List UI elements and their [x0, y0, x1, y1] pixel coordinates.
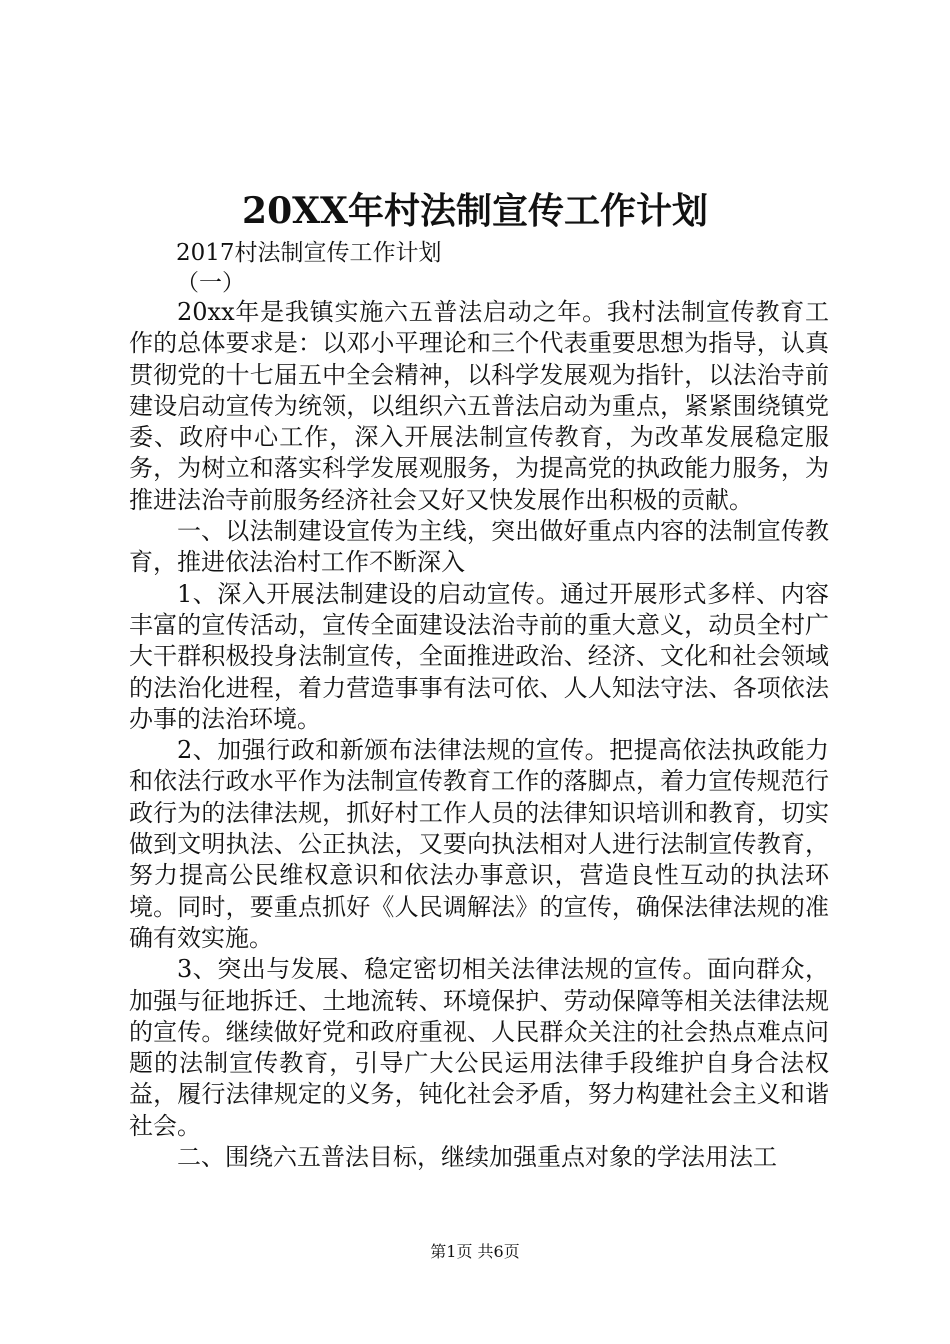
paragraph-item-1: 1、深入开展法制建设的启动宣传。通过开展形式多样、内容丰富的宣传活动，宣传全面建设法治寺前的重大意义，动员全村广大干群积极投身法制宣传，全面推进政治、经济、文化和社会领域的法治化进程，着力营造事事有法可依、人人知法守法、各项依法办事的法治环境。 [129, 579, 829, 733]
document-body [129, 297, 829, 1173]
section-marker: （一） [176, 270, 245, 296]
paragraph-heading-two: 二、围绕六五普法目标，继续加强重点对象的学法用法工 [177, 1143, 777, 1172]
page-number-footer: 第1页 共6页 [430, 1242, 520, 1261]
paragraph-heading-one: 一、以法制建设宣传为主线，突出做好重点内容的法制宣传教育，推进依法治村工作不断深入 [129, 517, 829, 577]
paragraph-item-3: 3、突出与发展、稳定密切相关法律法规的宣传。面向群众，加强与征地拆迁、土地流转、环境保护、劳动保障等相关法律法规的宣传。继续做好党和政府重视、人民群众关注的社会热点难点问题的法制宣传教育，引导广大公民运用法律手段维护自身合法权益，履行法律规定的义务，钝化社会矛盾，努力构建社会主义和谐社会。 [129, 955, 829, 1140]
paragraph-item-2: 2、加强行政和新颁布法律法规的宣传。把提高依法执政能力和依法行政水平作为法制宣传教育工作的落脚点，着力宣传规范行政行为的法律法规，抓好村工作人员的法律知识培训和教育，切实做到文明执法、公正执法，又要向执法相对人进行法制宣传教育，努力提高公民维权意识和依法办事意识，营造良性互动的执法环境。同时，要重点抓好《人民调解法》的宣传，确保法律法规的准确有效实施。 [129, 736, 829, 952]
document-title: 20XX年村法制宣传工作计划 [242, 190, 708, 232]
document-subtitle: 2017村法制宣传工作计划 [176, 240, 442, 266]
paragraph-intro: 20xx年是我镇实施六五普法启动之年。我村法制宣传教育工作的总体要求是：以邓小平理论和三个代表重要思想为指导，认真贯彻党的十七届五中全会精神，以科学发展观为指针，以法治寺前建设启动宣传为统领，以组织六五普法启动为重点，紧紧围绕镇党委、政府中心工作，深入开展法制宣传教育，为改革发展稳定服务，为树立和落实科学发展观服务，为提高党的执政能力服务，为推进法治寺前服务经济社会又好又快发展作出积极的贡献。 [129, 298, 829, 514]
